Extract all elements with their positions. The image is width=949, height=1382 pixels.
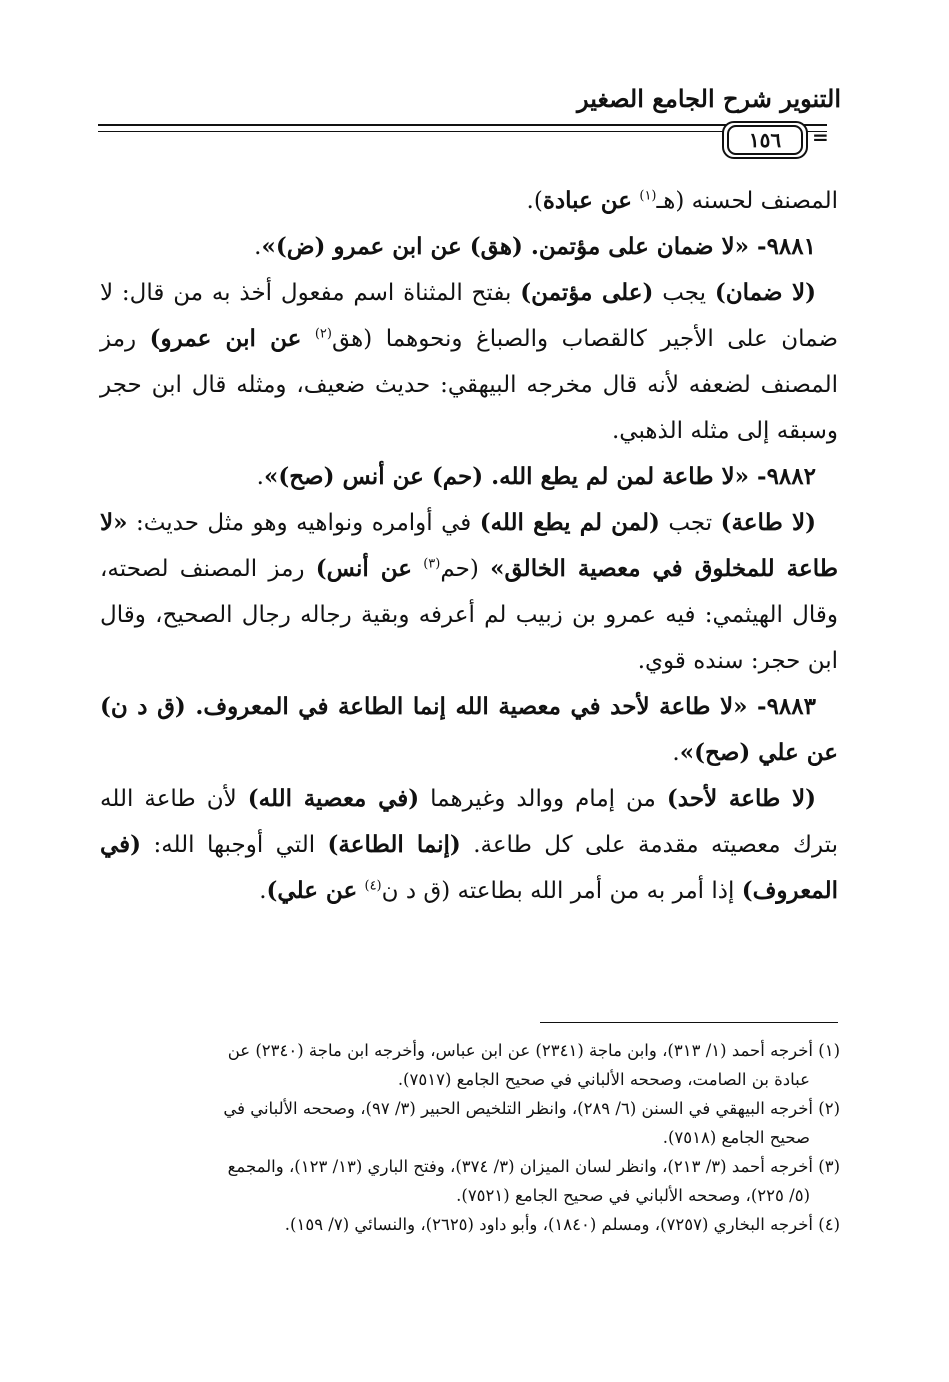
bold-run: (لا طاعة)	[720, 509, 816, 536]
bold-run: عن أنس)	[315, 555, 412, 582]
commentary-9883	[100, 776, 838, 914]
hadith-9881	[100, 224, 838, 270]
text-run	[412, 556, 423, 582]
running-header-title: التنوير شرح الجامع الصغير	[577, 84, 841, 113]
bold-run: (في معصية الله)	[247, 785, 420, 812]
bold-run: عن عبادة	[542, 187, 633, 214]
footnote-3: (٣) أخرجه أحمد (٣/ ٢١٣)، وانظر لسان الميزان (٣/ ٣٧٤)، وفتح الباري (١٣/ ١٢٣)، والمجمع	[227, 1157, 840, 1176]
bold-run: (لا ضمان)	[714, 279, 816, 306]
text-run: .	[254, 234, 262, 260]
bold-run: عن علي)	[266, 877, 358, 904]
bold-run: (في المعروف)	[100, 831, 838, 904]
hadith-9883	[100, 684, 838, 776]
text-run: لأن طاعة الله بترك معصيته مقدمة على كل طاعة.	[100, 786, 838, 858]
text-run: إذا أمر به من أمر الله بطاعته (ق د ن	[381, 878, 742, 904]
header-rule-top	[98, 124, 827, 126]
main-text	[100, 178, 838, 914]
text-run: .	[256, 464, 264, 490]
text-run: (حم	[440, 556, 491, 582]
footnotes	[98, 1036, 840, 1239]
bold-run: عن ابن عمرو)	[149, 325, 302, 352]
hadith-text: ٩٨٨١- «لا ضمان على مؤتمن. (هق) عن ابن عمرو (ض)»	[261, 233, 816, 260]
footnote-separator	[540, 1022, 838, 1023]
footnote-2: (٢) أخرجه البيهقي في السنن (٦/ ٢٨٩)، وانظر التلخيص الحبير (٣/ ٩٧)، وصححه الألباني في	[223, 1099, 840, 1118]
text-run: يجب	[653, 280, 715, 306]
text-run: في أوامره ونواهيه وهو مثل حديث:	[127, 510, 480, 536]
text-run: المصنف لحسنه (هـ	[656, 188, 838, 214]
commentary-9882	[100, 500, 838, 684]
hadith-text: ٩٨٨٣- «لا طاعة لأحد في معصية الله إنما الطاعة في المعروف. (ق د ن) عن علي (صح)»	[100, 693, 838, 766]
page-number: ١٥٦	[727, 125, 803, 155]
text-run: .	[259, 878, 267, 904]
text-run: رمز المصنف لضعفه لأنه قال مخرجه البيهقي: حديث ضعيف، ومثله قال ابن حجر وسبقه إلى مثله الذهبي.	[100, 326, 838, 444]
footnote-ref: (٤)	[364, 878, 382, 894]
bold-run: (إنما الطاعة)	[327, 831, 461, 858]
footnote-ref: (٣)	[423, 556, 441, 572]
header-rule-bottom	[98, 131, 827, 132]
commentary-9881	[100, 270, 838, 454]
text-run: تجب	[659, 510, 721, 536]
footnote-2-continuation: صحيح الجامع (٧٥١٨).	[662, 1128, 810, 1147]
hadith-text: ٩٨٨٢- «لا طاعة لمن لم يطع الله. (حم) عن أنس (صح)»	[263, 463, 816, 490]
text-run: ).	[526, 188, 543, 214]
bold-run: «لا طاعة للمخلوق في معصية الخالق»	[100, 509, 839, 582]
header-ornament: =	[812, 125, 829, 149]
paragraph-continuation	[100, 178, 838, 224]
footnote-1-continuation: عبادة بن الصامت، وصححه الألباني في صحيح الجامع (٧٥١٧).	[397, 1070, 810, 1089]
text-run: التي أوجبها الله:	[141, 832, 328, 858]
footnote-4: (٤) أخرجه البخاري (٧٢٥٧)، ومسلم (١٨٤٠)، وأبو داود (٢٦٢٥)، والنسائي (٧/ ١٥٩).	[284, 1215, 840, 1234]
text-run: من إمام ووالد وغيرهما	[419, 786, 667, 812]
footnote-ref: (١)	[639, 188, 657, 204]
footnote-1: (١) أخرجه أحمد (١/ ٣١٣)، وابن ماجة (٢٣٤١) عن ابن عباس، وأخرجه ابن ماجة (٢٣٤٠) عن	[227, 1041, 840, 1060]
bold-run: (لمن لم يطع الله)	[479, 509, 660, 536]
footnote-ref: (٢)	[314, 326, 332, 342]
text-run: .	[672, 740, 680, 766]
bold-run: (على مؤتمن)	[520, 279, 654, 306]
text-run	[301, 326, 315, 352]
bold-run: (لا طاعة لأحد)	[666, 785, 816, 812]
footnote-3-continuation: (٥/ ٢٢٥)، وصححه الألباني في صحيح الجامع (٧٥٢١).	[456, 1186, 810, 1205]
hadith-9882	[100, 454, 838, 500]
text-run: رمز المصنف لصحته، وقال الهيثمي: فيه عمرو بن زبيب لم أعرفه وبقية رجاله رجال الصحيح، وقال ابن حجر: سنده قوي.	[100, 556, 838, 674]
text-run: بفتح المثناة اسم مفعول أخذ به من قال: لا ضمان على الأجير كالقصاب والصباغ ونحوهما (هق	[100, 280, 838, 352]
